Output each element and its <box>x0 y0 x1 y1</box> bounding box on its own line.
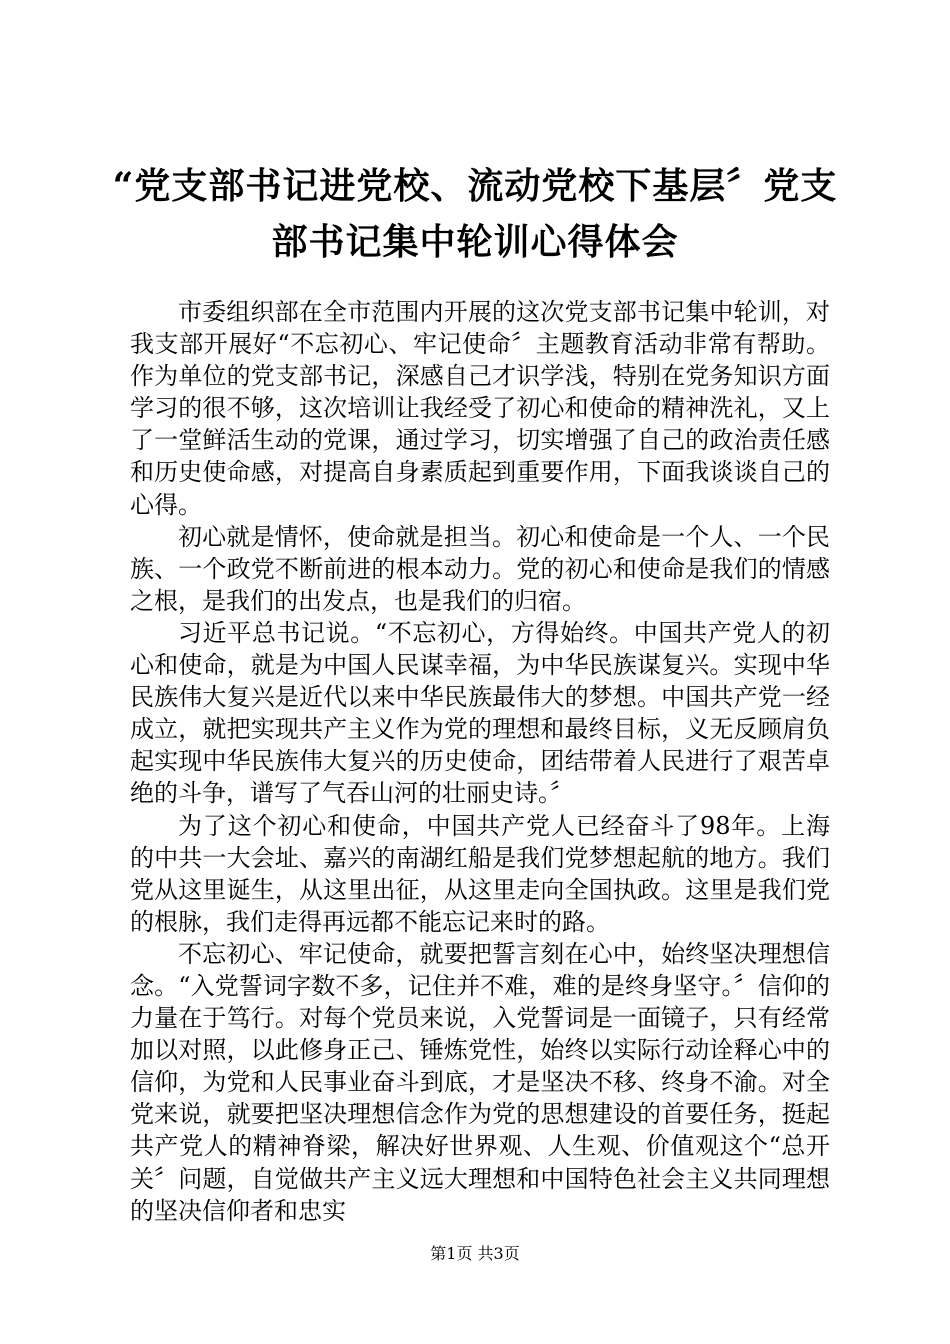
page-number: 第1页 共3页 <box>430 1244 520 1263</box>
paragraph-2: 初心就是情怀，使命就是担当。初心和使命是一个人、一个民族、一个政党不断前进的根本动力。党的初心和使命是我们的情感之根，是我们的出发点，也是我们的归宿。 <box>130 522 830 615</box>
document-body <box>130 296 830 1227</box>
document-title <box>100 158 850 270</box>
page-footer <box>0 1244 950 1264</box>
title-line-2: 部书记集中轮训心得体会 <box>271 221 679 263</box>
title-line-1: “党支部书记进党校、流动党校下基层〞党支 <box>112 165 838 207</box>
paragraph-4: 为了这个初心和使命，中国共产党人已经奋斗了98年。上海的中共一大会址、嘉兴的南湖红船是我们党梦想起航的地方。我们党从这里诞生，从这里出征，从这里走向全国执政。这里是我们党的根脉，我们走得再远都不能忘记来时的路。 <box>130 811 830 936</box>
paragraph-5: 不忘初心、牢记使命，就要把誓言刻在心中，始终坚决理想信念。“入党誓词字数不多，记住并不难，难的是终身坚守。〞信仰的力量在于笃行。对每个党员来说，入党誓词是一面镜子，只有经常加以对照，以此修身正己、锤炼党性，始终以实际行动诠释心中的信仰，为党和人民事业奋斗到底，才是坚决不移、终身不渝。对全党来说，就要把坚决理想信念作为党的思想建设的首要任务，挺起共产党人的精神脊梁，解决好世界观、人生观、价值观这个“总开关〞问题，自觉做共产主义远大理想和中国特色社会主义共同理想的坚决信仰者和忠实 <box>130 939 830 1225</box>
paragraph-3: 习近平总书记说。“不忘初心，方得始终。中国共产党人的初心和使命，就是为中国人民谋幸福，为中华民族谋复兴。实现中华民族伟大复兴是近代以来中华民族最伟大的梦想。中国共产党一经成立，就把实现共产主义作为党的理想和最终目标，义无反顾肩负起实现中华民族伟大复兴的历史使命，团结带着人民进行了艰苦卓绝的斗争，谱写了气吞山河的壮丽史诗。〞 <box>130 618 830 808</box>
paragraph-1: 市委组织部在全市范围内开展的这次党支部书记集中轮训，对我支部开展好“不忘初心、牢记使命〞主题教育活动非常有帮助。作为单位的党支部书记，深感自己才识学浅，特别在党务知识方面学习的很不够，这次培训让我经受了初心和使命的精神洗礼，又上了一堂鲜活生动的党课，通过学习，切实增强了自己的政治责任感和历史使命感，对提高自身素质起到重要作用，下面我谈谈自己的心得。 <box>130 298 830 519</box>
